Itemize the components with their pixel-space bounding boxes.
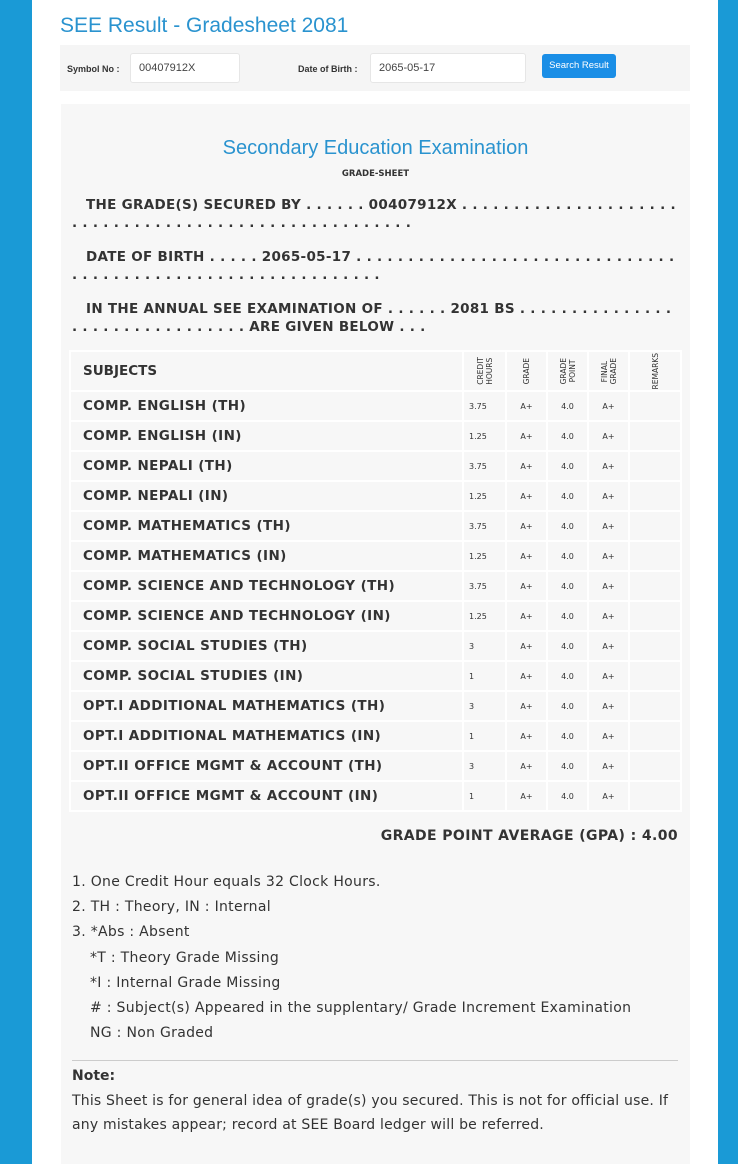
grade-point-cell: 4.0 [547, 661, 588, 691]
remarks-cell [629, 691, 681, 721]
grade-cell: A+ [506, 601, 547, 631]
table-row [70, 601, 681, 631]
header-gp-line1: GRADE [558, 357, 568, 385]
subject-cell: COMP. SOCIAL STUDIES (TH) [70, 631, 463, 661]
search-form [60, 45, 690, 91]
grade-point-cell: 4.0 [547, 451, 588, 481]
subject-cell: COMP. NEPALI (TH) [70, 451, 463, 481]
table-row [70, 481, 681, 511]
header-gp-line2: POINT [567, 359, 577, 383]
secured-by-line: THE GRADE(S) SECURED BY . . . . . . 00407912X . . . . . . . . . . . . . . . . . . . . . . . . . . . . . . . . . . . . . . . . . . . . . . . . . . . . . . [72, 197, 676, 231]
grade-cell: A+ [506, 571, 547, 601]
grade-cell: A+ [506, 781, 547, 811]
grade-point-cell: 4.0 [547, 481, 588, 511]
main-panel [32, 0, 718, 1164]
table-row [70, 541, 681, 571]
credit-cell: 1 [463, 721, 506, 751]
notes-list [72, 870, 682, 1046]
final-grade-cell: A+ [588, 631, 629, 661]
grade-point-cell: 4.0 [547, 541, 588, 571]
dob-line: DATE OF BIRTH . . . . . 2065-05-17 . . . . . . . . . . . . . . . . . . . . . . . . . . . . . . . . . . . . . . . . . . . . . . . . . . . . . . . . . . . . . [72, 249, 675, 283]
grade-cell: A+ [506, 661, 547, 691]
header-grade-point [547, 351, 588, 391]
remarks-cell [629, 601, 681, 631]
final-grade-cell: A+ [588, 421, 629, 451]
note-item: 1. One Credit Hour equals 32 Clock Hours. [72, 874, 381, 890]
note-item: 2. TH : Theory, IN : Internal [72, 899, 271, 916]
table-row [70, 571, 681, 601]
table-row [70, 751, 681, 781]
note-item: *T : Theory Grade Missing [90, 949, 280, 966]
final-grade-cell: A+ [588, 391, 629, 421]
remarks-cell [629, 661, 681, 691]
remarks-cell [629, 541, 681, 571]
table-row [70, 721, 681, 751]
credit-cell: 3.75 [463, 571, 506, 601]
header-final-grade [588, 351, 629, 391]
grade-point-cell: 4.0 [547, 391, 588, 421]
divider [72, 1060, 678, 1061]
subject-cell: COMP. SCIENCE AND TECHNOLOGY (IN) [70, 601, 463, 631]
gradesheet-subheading: GRADE-SHEET [341, 169, 410, 179]
final-grade-cell: A+ [588, 541, 629, 571]
page-title: SEE Result - Gradesheet 2081 [60, 14, 349, 37]
final-grade-cell: A+ [588, 781, 629, 811]
grade-point-cell: 4.0 [547, 571, 588, 601]
note-text: This Sheet is for general idea of grade(s) you secured. This is not for official use. If any mistakes appear; record at SEE Board ledger will be referred. [72, 1093, 669, 1134]
symbol-label: Symbol No : [67, 64, 120, 74]
grade-point-cell: 4.0 [547, 421, 588, 451]
final-grade-cell: A+ [588, 721, 629, 751]
grade-point-cell: 4.0 [547, 511, 588, 541]
credit-cell: 3 [463, 691, 506, 721]
remarks-cell [629, 571, 681, 601]
final-grade-cell: A+ [588, 511, 629, 541]
grade-cell: A+ [506, 751, 547, 781]
table-row [70, 691, 681, 721]
header-remarks: REMARKS [629, 351, 681, 391]
note-item: 3. *Abs : Absent [72, 924, 190, 941]
grade-cell: A+ [506, 421, 547, 451]
remarks-cell [629, 451, 681, 481]
note-item: *I : Internal Grade Missing [90, 974, 281, 991]
header-fg-line1: FINAL [599, 360, 609, 382]
grade-point-cell: 4.0 [547, 601, 588, 631]
final-grade-cell: A+ [588, 451, 629, 481]
remarks-cell [629, 721, 681, 751]
grades-table [69, 350, 682, 812]
remarks-cell [629, 781, 681, 811]
dob-input[interactable]: 2065-05-17 [370, 53, 526, 83]
dob-label: Date of Birth : [298, 64, 358, 74]
table-row [70, 421, 681, 451]
credit-cell: 3.75 [463, 451, 506, 481]
header-credit-line2: HOURS [484, 357, 494, 385]
credit-cell: 1.25 [463, 601, 506, 631]
subject-cell: COMP. ENGLISH (TH) [70, 391, 463, 421]
credit-cell: 1.25 [463, 481, 506, 511]
grade-point-cell: 4.0 [547, 691, 588, 721]
note-heading: Note: [72, 1068, 116, 1085]
final-grade-cell: A+ [588, 691, 629, 721]
grade-cell: A+ [506, 631, 547, 661]
credit-cell: 1.25 [463, 541, 506, 571]
credit-cell: 1 [463, 661, 506, 691]
subject-cell: OPT.II OFFICE MGMT & ACCOUNT (IN) [70, 781, 463, 811]
subject-cell: COMP. ENGLISH (IN) [70, 421, 463, 451]
subject-cell: COMP. NEPALI (IN) [70, 481, 463, 511]
credit-cell: 3.75 [463, 391, 506, 421]
grade-point-cell: 4.0 [547, 781, 588, 811]
subject-cell: COMP. MATHEMATICS (IN) [70, 541, 463, 571]
table-row [70, 391, 681, 421]
search-result-button[interactable]: Search Result [542, 54, 616, 78]
final-grade-cell: A+ [588, 751, 629, 781]
remarks-cell [629, 511, 681, 541]
credit-cell: 3 [463, 631, 506, 661]
grade-cell: A+ [506, 691, 547, 721]
table-row [70, 511, 681, 541]
subject-cell: COMP. SOCIAL STUDIES (IN) [70, 661, 463, 691]
credit-cell: 1.25 [463, 421, 506, 451]
table-row [70, 661, 681, 691]
remarks-cell [629, 481, 681, 511]
grade-point-cell: 4.0 [547, 751, 588, 781]
final-grade-cell: A+ [588, 571, 629, 601]
symbol-input[interactable]: 00407912X [130, 53, 240, 83]
table-row [70, 631, 681, 661]
subject-cell: OPT.II OFFICE MGMT & ACCOUNT (TH) [70, 751, 463, 781]
remarks-cell [629, 391, 681, 421]
credit-cell: 1 [463, 781, 506, 811]
header-credit-line1: CREDIT [475, 357, 485, 385]
subject-cell: COMP. SCIENCE AND TECHNOLOGY (TH) [70, 571, 463, 601]
subject-cell: OPT.I ADDITIONAL MATHEMATICS (IN) [70, 721, 463, 751]
grade-cell: A+ [506, 451, 547, 481]
remarks-cell [629, 421, 681, 451]
gradesheet [61, 104, 690, 1164]
table-row [70, 451, 681, 481]
remarks-cell [629, 751, 681, 781]
header-credit-hours [463, 351, 506, 391]
credit-cell: 3 [463, 751, 506, 781]
grade-cell: A+ [506, 391, 547, 421]
grade-point-cell: 4.0 [547, 631, 588, 661]
exam-heading: Secondary Education Examination [222, 137, 529, 159]
grade-cell: A+ [506, 541, 547, 571]
header-subjects: SUBJECTS [70, 351, 463, 391]
grade-cell: A+ [506, 721, 547, 751]
note-item: NG : Non Graded [90, 1025, 214, 1042]
final-grade-cell: A+ [588, 661, 629, 691]
header-fg-line2: GRADE [608, 357, 618, 385]
subject-cell: COMP. MATHEMATICS (TH) [70, 511, 463, 541]
grade-cell: A+ [506, 511, 547, 541]
subject-cell: OPT.I ADDITIONAL MATHEMATICS (TH) [70, 691, 463, 721]
final-grade-cell: A+ [588, 481, 629, 511]
header-grade: GRADE [506, 351, 547, 391]
grade-point-cell: 4.0 [547, 721, 588, 751]
exam-line: IN THE ANNUAL SEE EXAMINATION OF . . . . . . 2081 BS . . . . . . . . . . . . . . . . . . . . . . . . . . . . . . . . ARE GIVEN BELOW . . . [72, 301, 672, 335]
gpa: GRADE POINT AVERAGE (GPA) : 4.00 [380, 828, 678, 844]
remarks-cell [629, 631, 681, 661]
credit-cell: 3.75 [463, 511, 506, 541]
grade-cell: A+ [506, 481, 547, 511]
table-row [70, 781, 681, 811]
note-item: # : Subject(s) Appeared in the supplentary/ Grade Increment Examination [90, 1000, 632, 1017]
final-grade-cell: A+ [588, 601, 629, 631]
